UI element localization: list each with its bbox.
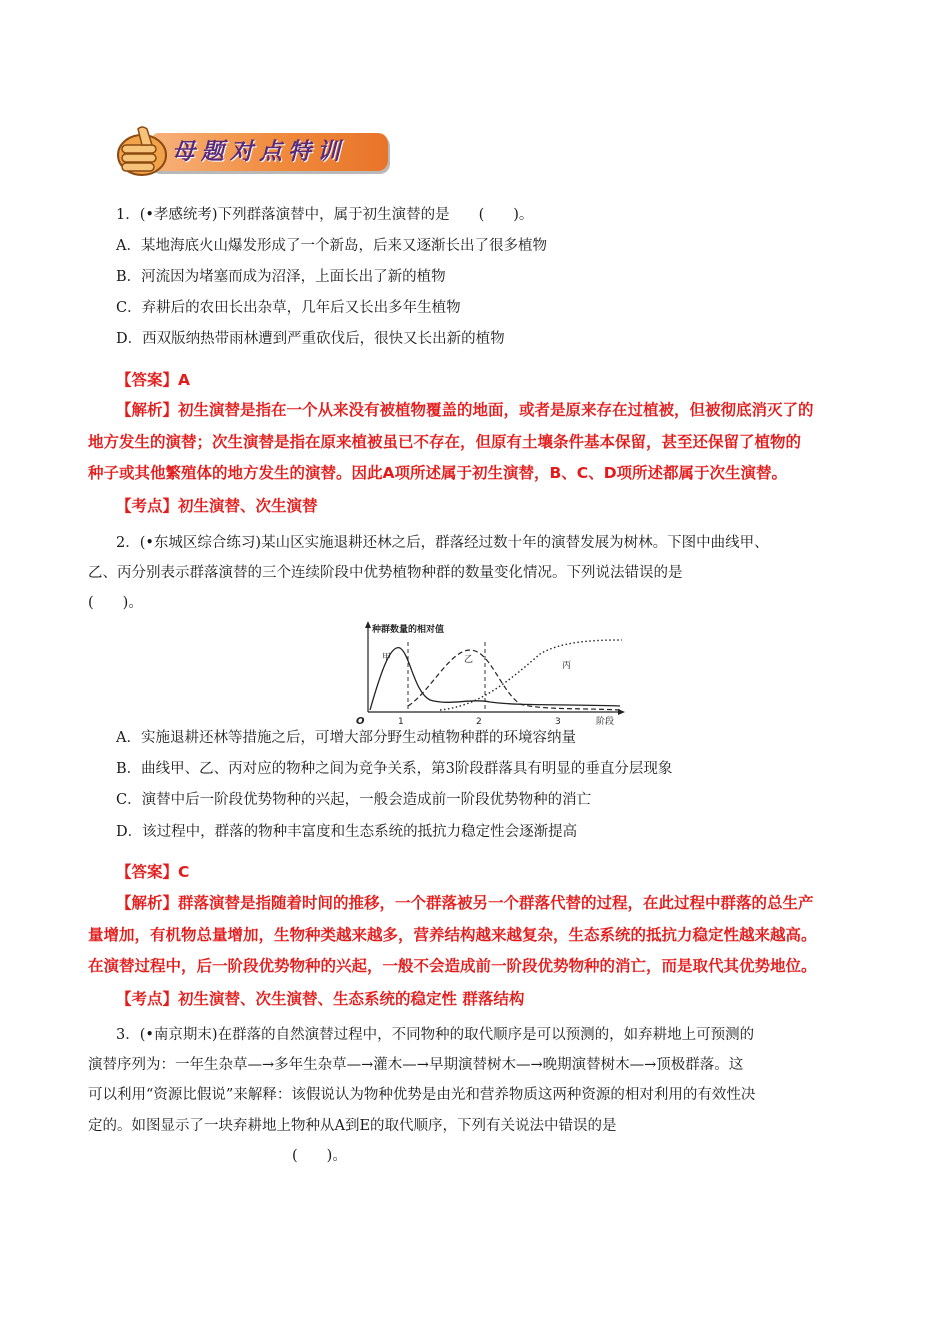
series-yi-line — [408, 650, 620, 710]
succession-chart — [340, 620, 630, 730]
q1-answer: 【答案】A — [116, 371, 190, 389]
q1-stem: 1．(•孝感统考)下列群落演替中，属于初生演替的是 ( )。 — [116, 207, 534, 223]
series-bing-label: 丙 — [562, 661, 572, 671]
thumbs-up-icon — [112, 125, 172, 179]
q2-stem-line-2: 乙、丙分别表示群落演替的三个连续阶段中优势植物种群的数量变化情况。下列说法错误的是 — [88, 565, 683, 581]
q1-option-a: A．某地海底火山爆发形成了一个新岛，后来又逐渐长出了很多植物 — [116, 238, 547, 254]
x-tick-2: 2 — [476, 717, 482, 727]
y-axis-label: 种群数量的相对值 — [372, 625, 445, 635]
q2-option-a: A．实施退耕还林等措施之后，可增大部分野生动植物种群的环境容纳量 — [116, 730, 576, 746]
q2-analysis-line-3: 在演替过程中，后一阶段优势物种的兴起，一般不会造成前一阶段优势物种的消亡，而是取代其优势地位。 — [88, 957, 817, 975]
banner-title: 母题对点特训 — [172, 139, 346, 165]
q2-option-b: B．曲线甲、乙、丙对应的物种之间为竞争关系，第3阶段群落具有明显的垂直分层现象 — [116, 761, 673, 777]
section-banner — [112, 125, 390, 179]
q1-option-c: C．弃耕后的农田长出杂草，几年后又长出多年生植物 — [116, 300, 461, 316]
y-axis-arrow — [365, 621, 371, 628]
q1-option-b: B．河流因为堵塞而成为沼泽，上面长出了新的植物 — [116, 269, 446, 285]
x-tick-3: 3 — [555, 717, 561, 727]
q2-point: 【考点】初生演替、次生演替、生态系统的稳定性 群落结构 — [116, 990, 525, 1008]
q1-analysis-line-3: 种子或其他繁殖体的地方发生的演替。因此A项所述属于初生演替，B、C、D项所述都属于次生演替。 — [88, 464, 788, 482]
q2-stem-line-3: ( )。 — [88, 595, 143, 611]
series-jia-label: 甲 — [382, 653, 392, 663]
q2-answer: 【答案】C — [116, 863, 190, 881]
series-yi-label: 乙 — [464, 655, 474, 665]
q2-option-c: C．演替中后一阶段优势物种的兴起，一般会造成前一阶段优势物种的消亡 — [116, 792, 592, 808]
q2-option-d: D．该过程中，群落的物种丰富度和生态系统的抵抗力稳定性会逐渐提高 — [116, 824, 578, 840]
q3-stem-line-4: 定的。如图显示了一块弃耕地上物种从A到E的取代顺序，下列有关说法中错误的是 — [88, 1118, 617, 1134]
q1-point: 【考点】初生演替、次生演替 — [116, 497, 318, 515]
q3-answer-blank: ( )。 — [292, 1148, 347, 1164]
q1-analysis-line-2: 地方发生的演替；次生演替是指在原来植被虽已不存在，但原有土壤条件基本保留，甚至还保留了植物的 — [88, 433, 802, 451]
q1-analysis-line-1: 【解析】初生演替是指在一个从来没有被植物覆盖的地面，或者是原来存在过植被，但被彻底消灭了的 — [116, 401, 814, 419]
q3-stem-line-2: 演替序列为：一年生杂草—→多年生杂草—→灌木—→早期演替树木—→晚期演替树木—→顶极群落。这 — [88, 1057, 744, 1073]
q2-analysis-line-2: 量增加，有机物总量增加，生物种类越来越多，营养结构越来越复杂，生态系统的抵抗力稳定性越来越高。 — [88, 926, 817, 944]
q3-stem-line-3: 可以利用“资源比假说”来解释：该假说认为物种优势是由光和营养物质这两种资源的相对利用的有效性决 — [88, 1087, 756, 1103]
q2-analysis-line-1: 【解析】群落演替是指随着时间的推移，一个群落被另一个群落代替的过程，在此过程中群落的总生产 — [116, 894, 814, 912]
q2-stem-line-1: 2．(•东城区综合练习)某山区实施退耕还林之后，群落经过数十年的演替发展为树林。下图中曲线甲、 — [116, 535, 769, 551]
q3-stem-line-1: 3．(•南京期末)在群落的自然演替过程中，不同物种的取代顺序是可以预测的，如弃耕地上可预测的 — [116, 1027, 755, 1043]
q1-option-d: D．西双版纳热带雨林遭到严重砍伐后，很快又长出新的植物 — [116, 331, 505, 347]
origin-label: O — [356, 716, 365, 727]
x-tick-1: 1 — [398, 717, 404, 727]
x-axis-label: 阶段 — [596, 717, 615, 727]
